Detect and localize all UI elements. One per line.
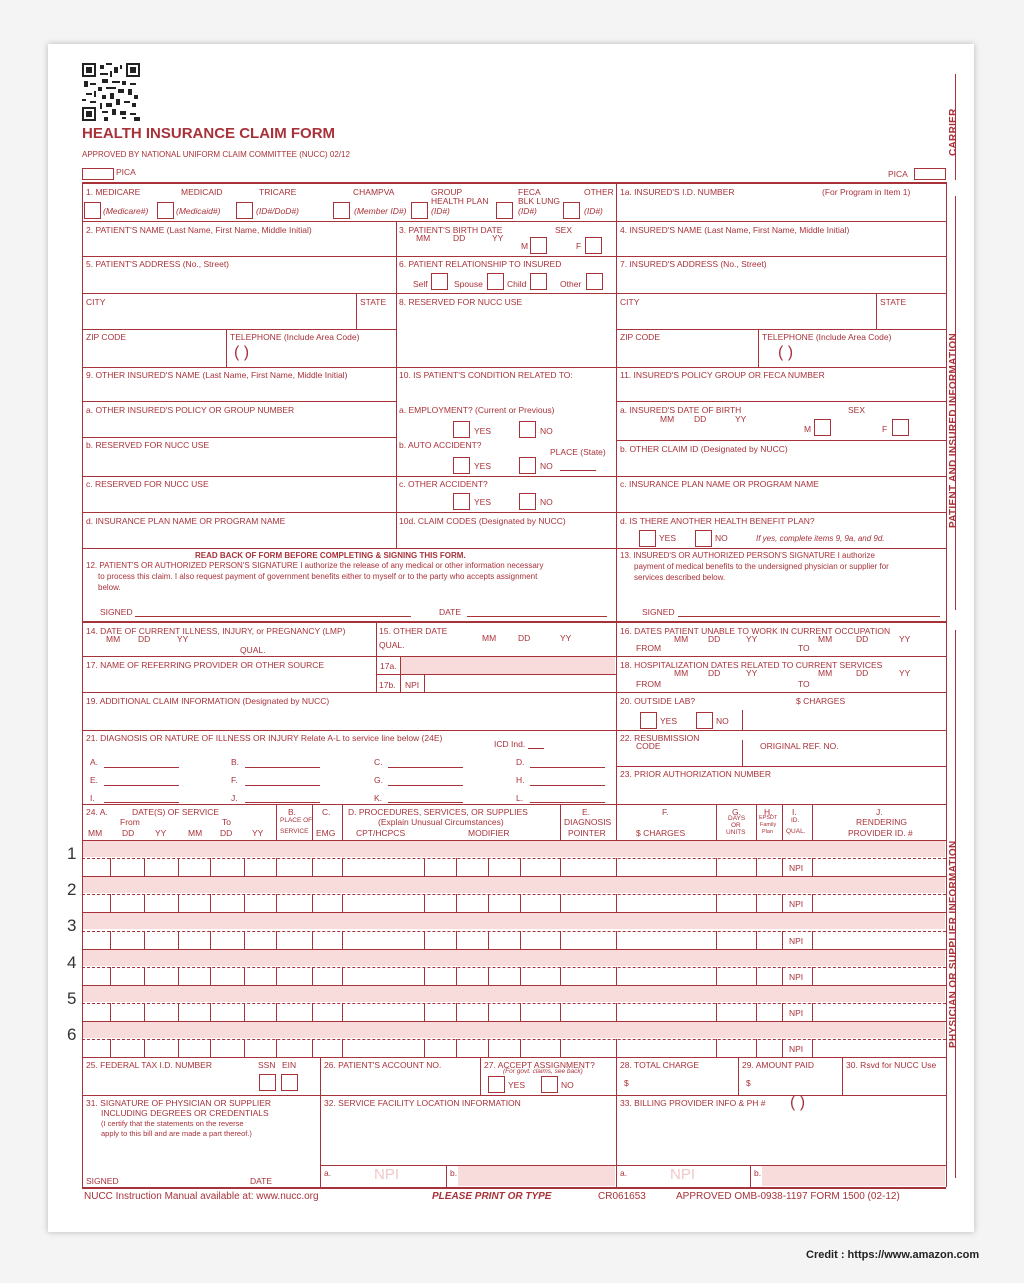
pica-box-right[interactable] <box>914 168 946 180</box>
sex-f-checkbox[interactable] <box>585 237 602 254</box>
signature-12-line3: below. <box>98 583 121 592</box>
program-note: (For Program in Item 1) <box>822 187 911 197</box>
diag-j: J. <box>231 793 238 803</box>
service-line-number: 5 <box>67 988 77 1008</box>
b16-from: FROM <box>636 643 662 653</box>
telephone-label: TELEPHONE (Include Area Code) <box>230 332 360 342</box>
b24e-label: E. <box>582 807 591 817</box>
side-patient: PATIENT AND INSURED INFORMATION <box>948 332 959 528</box>
signature-31-line1: 31. SIGNATURE OF PHYSICIAN OR SUPPLIER <box>86 1098 271 1108</box>
champva-sub: (Member ID#) <box>354 206 407 216</box>
b17b-npi: NPI <box>405 680 420 690</box>
employment-no: NO <box>540 426 553 436</box>
billing-phone-parens: ( ) <box>790 1094 806 1111</box>
date-31-label: DATE <box>250 1176 273 1186</box>
diag-i: I. <box>90 793 95 803</box>
qr-code-icon <box>82 63 140 121</box>
b16-to-yy: YY <box>899 634 911 644</box>
condition-related-label: 10. IS PATIENT'S CONDITION RELATED TO: <box>399 370 573 380</box>
insured-dob-mm: MM <box>660 414 675 424</box>
other-claim-id-label: b. OTHER CLAIM ID (Designated by NUCC) <box>620 444 788 454</box>
insured-city-label: CITY <box>620 297 640 307</box>
b32a-npi: NPI <box>374 1166 400 1183</box>
rel-other: Other <box>560 279 582 289</box>
amount-paid-label: 29. AMOUNT PAID <box>742 1060 814 1070</box>
b15-qual: QUAL. <box>379 640 405 650</box>
b16-from-mm: MM <box>674 634 689 644</box>
service-line-shade <box>83 986 945 1002</box>
insured-state-label: STATE <box>880 297 907 307</box>
other-sub: (ID#) <box>584 206 603 216</box>
group-checkbox[interactable] <box>411 202 428 219</box>
relationship-label: 6. PATIENT RELATIONSHIP TO INSURED <box>399 259 562 269</box>
b24-to: To <box>222 817 231 827</box>
tricare-sub: (ID#/DoD#) <box>256 206 299 216</box>
champva-checkbox[interactable] <box>333 202 350 219</box>
rel-spouse: Spouse <box>454 279 483 289</box>
b18-from: FROM <box>636 679 662 689</box>
patient-name-label: 2. PATIENT'S NAME (Last Name, First Name, Middle Initial) <box>86 225 312 235</box>
insured-sex-m-checkbox[interactable] <box>814 419 831 436</box>
b15-dd: DD <box>518 633 531 643</box>
credit-text: Credit : https://www.amazon.com <box>806 1249 980 1261</box>
prior-auth-label: 23. PRIOR AUTHORIZATION NUMBER <box>620 769 771 779</box>
b24d-label: D. PROCEDURES, SERVICES, OR SUPPLIES <box>348 807 528 817</box>
telephone-parens: ( ) <box>234 344 250 361</box>
auto-yes: YES <box>474 461 492 471</box>
pica-box-left[interactable] <box>82 168 114 180</box>
b16-to: TO <box>798 643 810 653</box>
b20-charges: $ CHARGES <box>796 696 846 706</box>
b24-from-mm: MM <box>88 828 103 838</box>
sex-m: M <box>521 241 529 251</box>
b17a-shade <box>400 657 615 674</box>
employment-yes: YES <box>474 426 492 436</box>
diag-h: H. <box>516 775 525 785</box>
service-line-npi: NPI <box>789 1044 804 1055</box>
other-accident-no: NO <box>540 497 553 507</box>
place-state-label: PLACE (State) <box>550 447 606 457</box>
medicare-checkbox[interactable] <box>84 202 101 219</box>
b24-plan: Plan <box>762 829 774 835</box>
service-line-number: 4 <box>67 952 77 972</box>
paid-dollar: $ <box>746 1078 751 1088</box>
insured-dob-dd: DD <box>694 414 707 424</box>
b24-pos2: SERVICE <box>280 828 309 835</box>
footer-print: PLEASE PRINT OR TYPE <box>432 1191 552 1202</box>
b24g-label: G. <box>732 807 741 817</box>
service-line-npi: NPI <box>789 899 804 910</box>
b24-cpt: CPT/HCPCS <box>356 828 406 838</box>
current-illness-label: 14. DATE OF CURRENT ILLNESS, INJURY, or PREGNANCY (LMP) <box>86 626 346 636</box>
other-checkbox[interactable] <box>563 202 580 219</box>
b24-units: UNITS <box>726 829 746 836</box>
medicare-label: 1. MEDICARE <box>86 187 141 197</box>
ein-checkbox[interactable] <box>281 1074 298 1091</box>
total-dollar: $ <box>624 1078 629 1088</box>
rel-other-checkbox[interactable] <box>586 273 603 290</box>
medicaid-checkbox[interactable] <box>157 202 174 219</box>
signature-31-line2: INCLUDING DEGREES OR CREDENTIALS <box>101 1108 269 1118</box>
birth-date-label: 3. PATIENT'S BIRTH DATE <box>399 225 503 235</box>
birth-dd: DD <box>453 233 466 243</box>
b18-to-mm: MM <box>818 668 833 678</box>
other-date-label: 15. OTHER DATE <box>379 626 448 636</box>
b24-epsdt: EPSDT <box>759 815 778 821</box>
insured-sex-f: F <box>882 424 888 434</box>
auto-no: NO <box>540 461 553 471</box>
plan-name-9d-label: d. INSURANCE PLAN NAME OR PROGRAM NAME <box>86 516 286 526</box>
other-accident-yes-checkbox[interactable] <box>453 493 470 510</box>
unable-work-label: 16. DATES PATIENT UNABLE TO WORK IN CURRENT OCCUPATION <box>620 626 891 636</box>
b24-days: DAYS <box>728 815 746 822</box>
b16-to-mm: MM <box>818 634 833 644</box>
facility-location-label: 32. SERVICE FACILITY LOCATION INFORMATION <box>324 1098 521 1108</box>
auto-no-checkbox[interactable] <box>519 457 536 474</box>
signature-13-line2: payment of medical benefits to the undersigned physician or supplier for <box>634 562 889 571</box>
footer-code: CR061653 <box>598 1191 646 1202</box>
b24-rendering: RENDERING <box>856 817 908 827</box>
b24-qual: QUAL. <box>786 828 806 835</box>
b18-from-mm: MM <box>674 668 689 678</box>
signature-13-line3: services described below. <box>634 573 726 582</box>
another-plan-yes-checkbox[interactable] <box>639 530 656 547</box>
other-label: OTHER <box>584 187 614 197</box>
b14-yy: YY <box>177 634 189 644</box>
pica-right: PICA <box>888 169 908 179</box>
rel-spouse-checkbox[interactable] <box>487 273 504 290</box>
icd-ind-label: ICD Ind. <box>494 739 526 749</box>
b24-family: Family <box>760 822 777 828</box>
insured-name-label: 4. INSURED'S NAME (Last Name, First Name, Middle Initial) <box>620 225 850 235</box>
ein-label: EIN <box>282 1060 297 1070</box>
outside-lab-no: NO <box>716 716 729 726</box>
insured-zip-label: ZIP CODE <box>620 332 660 342</box>
other-accident-label: c. OTHER ACCIDENT? <box>399 479 488 489</box>
b33a-npi: NPI <box>670 1166 696 1183</box>
insured-id-label: 1a. INSURED'S I.D. NUMBER <box>620 187 735 197</box>
b24b-label: B. <box>288 807 297 817</box>
tax-id-label: 25. FEDERAL TAX I.D. NUMBER <box>86 1060 212 1070</box>
read-back-note: READ BACK OF FORM BEFORE COMPLETING & SIGNING THIS FORM. <box>195 551 466 560</box>
service-line-npi: NPI <box>789 1007 804 1018</box>
service-line-shade <box>83 877 945 893</box>
b24c-label: C. <box>322 807 331 817</box>
diag-a: A. <box>90 757 99 767</box>
diag-e: E. <box>90 775 99 785</box>
signed-13-label: SIGNED <box>642 607 675 617</box>
additional-info-label: 19. ADDITIONAL CLAIM INFORMATION (Designated by NUCC) <box>86 696 330 706</box>
other-accident-yes: YES <box>474 497 492 507</box>
auto-yes-checkbox[interactable] <box>453 457 470 474</box>
signature-31-line3: (I certify that the statements on the reverse <box>101 1119 244 1128</box>
b24-pointer: POINTER <box>568 828 606 838</box>
b24a-label: 24. A. <box>86 807 108 817</box>
accept-no: NO <box>561 1080 574 1090</box>
b18-to: TO <box>798 679 810 689</box>
diag-c: C. <box>374 757 383 767</box>
auto-accident-label: b. AUTO ACCIDENT? <box>399 440 482 450</box>
city-label: CITY <box>86 297 106 307</box>
signature-31-line4: apply to this bill and are made a part thereof.) <box>101 1129 252 1138</box>
claim-codes-label: 10d. CLAIM CODES (Designated by NUCC) <box>399 516 566 526</box>
sex-f: F <box>576 241 582 251</box>
signature-12-line1: 12. PATIENT'S OR AUTHORIZED PERSON'S SIGNATURE I authorize the release of any medical or other information necessary <box>86 561 544 570</box>
b17a-label: 17a. <box>380 661 397 671</box>
diagnosis-label: 21. DIAGNOSIS OR NATURE OF ILLNESS OR INJURY Relate A-L to service line below (24E) <box>86 733 443 743</box>
birth-mm: MM <box>416 233 431 243</box>
b24-dates-label: DATE(S) OF SERVICE <box>132 807 220 817</box>
tricare-checkbox[interactable] <box>236 202 253 219</box>
medicaid-sub: (Medicaid#) <box>176 206 221 216</box>
other-insured-name-label: 9. OTHER INSURED'S NAME (Last Name, First Name, Middle Initial) <box>86 370 348 380</box>
employment-yes-checkbox[interactable] <box>453 421 470 438</box>
tricare-label: TRICARE <box>259 187 297 197</box>
b24-to-yy: YY <box>252 828 264 838</box>
zip-label: ZIP CODE <box>86 332 126 342</box>
service-line-shade <box>83 913 945 929</box>
ssn-checkbox[interactable] <box>259 1074 276 1091</box>
b33b-shade <box>762 1166 945 1186</box>
diag-l: L. <box>516 793 524 803</box>
medicare-sub: (Medicare#) <box>103 206 149 216</box>
b24-to-mm: MM <box>188 828 203 838</box>
b24-from-yy: YY <box>155 828 167 838</box>
feca-checkbox[interactable] <box>496 202 513 219</box>
employment-no-checkbox[interactable] <box>519 421 536 438</box>
b24-from-dd: DD <box>122 828 135 838</box>
service-line-number: 6 <box>67 1025 77 1044</box>
champva-label: CHAMPVA <box>353 187 395 197</box>
accept-note: (For govt. claims, see back) <box>503 1068 583 1075</box>
resubmission-code: CODE <box>636 741 661 751</box>
another-plan-yes: YES <box>659 533 677 543</box>
b16-from-dd: DD <box>708 634 721 644</box>
b24h-label: H. <box>764 807 773 817</box>
outside-lab-label: 20. OUTSIDE LAB? <box>620 696 696 706</box>
hospitalization-label: 18. HOSPITALIZATION DATES RELATED TO CURRENT SERVICES <box>620 660 883 670</box>
service-line-number: 2 <box>67 880 77 900</box>
b24j-label: J. <box>876 807 883 817</box>
service-line-number: 3 <box>67 916 77 936</box>
b16-to-dd: DD <box>856 634 869 644</box>
outside-lab-yes-checkbox[interactable] <box>640 712 657 729</box>
b18-to-dd: DD <box>856 668 869 678</box>
side-physician: PHYSICIAN OR SUPPLIER INFORMATION <box>948 840 959 1048</box>
insured-sex-f-checkbox[interactable] <box>892 419 909 436</box>
b32a-label: a. <box>324 1168 332 1178</box>
rel-self-checkbox[interactable] <box>431 273 448 290</box>
insured-telephone-label: TELEPHONE (Include Area Code) <box>762 332 892 342</box>
b24-provider: PROVIDER ID. # <box>848 828 913 838</box>
b24-id: ID. <box>791 817 800 824</box>
pica-left: PICA <box>116 167 136 177</box>
service-line-shade <box>83 1022 945 1038</box>
sex-m-checkbox[interactable] <box>530 237 547 254</box>
b24f-label: F. <box>662 807 669 817</box>
original-ref-label: ORIGINAL REF. NO. <box>760 741 839 751</box>
service-line-shade <box>83 841 945 857</box>
signature-12-line2: to process this claim. I also request payment of government benefits either to myself or to the party who accepts assignment <box>98 572 538 581</box>
rel-child-checkbox[interactable] <box>530 273 547 290</box>
accept-yes: YES <box>508 1080 526 1090</box>
another-plan-no-checkbox[interactable] <box>695 530 712 547</box>
b18-from-yy: YY <box>746 668 758 678</box>
diag-b: B. <box>231 757 240 767</box>
b24-pos: PLACE OF <box>280 817 313 824</box>
b14-mm: MM <box>106 634 121 644</box>
b17b-label: 17b. <box>379 680 396 690</box>
signed-12-label: SIGNED <box>100 607 133 617</box>
service-line-npi: NPI <box>789 935 804 946</box>
reserved-9c-label: c. RESERVED FOR NUCC USE <box>86 479 209 489</box>
another-plan-label: d. IS THERE ANOTHER HEALTH BENEFIT PLAN? <box>620 516 815 526</box>
patient-address-label: 5. PATIENT'S ADDRESS (No., Street) <box>86 259 230 269</box>
insured-sex-m: M <box>804 424 812 434</box>
accept-yes-checkbox[interactable] <box>488 1076 505 1093</box>
footer-approved: APPROVED OMB-0938-1197 FORM 1500 (02-12) <box>676 1191 900 1202</box>
b32b-shade <box>458 1166 615 1186</box>
b14-qual: QUAL. <box>240 645 266 655</box>
outside-lab-no-checkbox[interactable] <box>696 712 713 729</box>
group-label: GROUP <box>431 187 463 197</box>
b33a-label: a. <box>620 1168 628 1178</box>
sex-label: SEX <box>555 225 573 235</box>
resubmission-label: 22. RESUBMISSION <box>620 733 700 743</box>
diag-g: G. <box>374 775 383 785</box>
b18-from-dd: DD <box>708 668 721 678</box>
birth-yy: YY <box>492 233 504 243</box>
footer-manual: NUCC Instruction Manual available at: www.nucc.org <box>84 1191 319 1202</box>
billing-provider-label: 33. BILLING PROVIDER INFO & PH # <box>620 1098 766 1108</box>
b15-mm: MM <box>482 633 497 643</box>
other-accident-no-checkbox[interactable] <box>519 493 536 510</box>
side-carrier: CARRIER <box>948 108 959 156</box>
b24-or: OR <box>731 822 741 829</box>
b15-yy: YY <box>560 633 572 643</box>
insured-dob-label: a. INSURED'S DATE OF BIRTH <box>620 405 742 415</box>
rel-child: Child <box>507 279 527 289</box>
group-label-2: HEALTH PLAN <box>431 196 489 206</box>
b24i-label: I. <box>792 807 797 817</box>
date-12-label: DATE <box>439 607 462 617</box>
diag-k: K. <box>374 793 383 803</box>
signature-13-line1: 13. INSURED'S OR AUTHORIZED PERSON'S SIGNATURE I authorize <box>620 551 875 560</box>
diag-f: F. <box>231 775 238 785</box>
b24d-sub: (Explain Unusual Circumstances) <box>378 817 504 827</box>
rel-self: Self <box>413 279 428 289</box>
diag-d: D. <box>516 757 525 767</box>
insured-address-label: 7. INSURED'S ADDRESS (No., Street) <box>620 259 767 269</box>
medicaid-label: MEDICAID <box>181 187 223 197</box>
b24-diagnosis: DIAGNOSIS <box>564 817 612 827</box>
reserved-8-label: 8. RESERVED FOR NUCC USE <box>399 297 523 307</box>
employment-label: a. EMPLOYMENT? (Current or Previous) <box>399 405 555 415</box>
b33b-label: b. <box>754 1168 762 1178</box>
rsvd-30-label: 30. Rsvd for NUCC Use <box>846 1060 937 1070</box>
b24-from: From <box>120 817 140 827</box>
feca-label-2: BLK LUNG <box>518 196 561 206</box>
b24-to-dd: DD <box>220 828 233 838</box>
b14-dd: DD <box>138 634 151 644</box>
insured-sex-label: SEX <box>848 405 866 415</box>
plan-name-label: c. INSURANCE PLAN NAME OR PROGRAM NAME <box>620 479 819 489</box>
account-no-label: 26. PATIENT'S ACCOUNT NO. <box>324 1060 442 1070</box>
feca-sub: (ID#) <box>518 206 537 216</box>
b32b-label: b. <box>450 1168 458 1178</box>
policy-group-label: 11. INSURED'S POLICY GROUP OR FECA NUMBER <box>620 370 825 380</box>
another-plan-no: NO <box>715 533 728 543</box>
b24-emg: EMG <box>316 828 336 838</box>
b24-modifier: MODIFIER <box>468 828 510 838</box>
approved-text: APPROVED BY NATIONAL UNIFORM CLAIM COMMITTEE (NUCC) 02/12 <box>82 150 350 159</box>
insured-telephone-parens: ( ) <box>778 344 794 361</box>
group-sub: (ID#) <box>431 206 450 216</box>
signed-31-label: SIGNED <box>86 1176 119 1186</box>
state-label: STATE <box>360 297 387 307</box>
ssn-label: SSN <box>258 1060 276 1070</box>
b24-charges: $ CHARGES <box>636 828 686 838</box>
other-policy-label: a. OTHER INSURED'S POLICY OR GROUP NUMBER <box>86 405 295 415</box>
accept-no-checkbox[interactable] <box>541 1076 558 1093</box>
total-charge-label: 28. TOTAL CHARGE <box>620 1060 700 1070</box>
b18-to-yy: YY <box>899 668 911 678</box>
service-line-npi: NPI <box>789 971 804 982</box>
service-line-shade <box>83 950 945 966</box>
b16-from-yy: YY <box>746 634 758 644</box>
reserved-9b-label: b. RESERVED FOR NUCC USE <box>86 440 210 450</box>
form-title: HEALTH INSURANCE CLAIM FORM <box>82 125 336 142</box>
insured-dob-yy: YY <box>735 414 747 424</box>
feca-label: FECA <box>518 187 541 197</box>
referring-provider-label: 17. NAME OF REFERRING PROVIDER OR OTHER SOURCE <box>86 660 325 670</box>
if-yes-note: If yes, complete items 9, 9a, and 9d. <box>756 534 885 543</box>
service-line-npi: NPI <box>789 863 804 874</box>
accept-assignment-label: 27. ACCEPT ASSIGNMENT? <box>484 1060 595 1070</box>
service-line-number: 1 <box>67 844 77 863</box>
outside-lab-yes: YES <box>660 716 678 726</box>
